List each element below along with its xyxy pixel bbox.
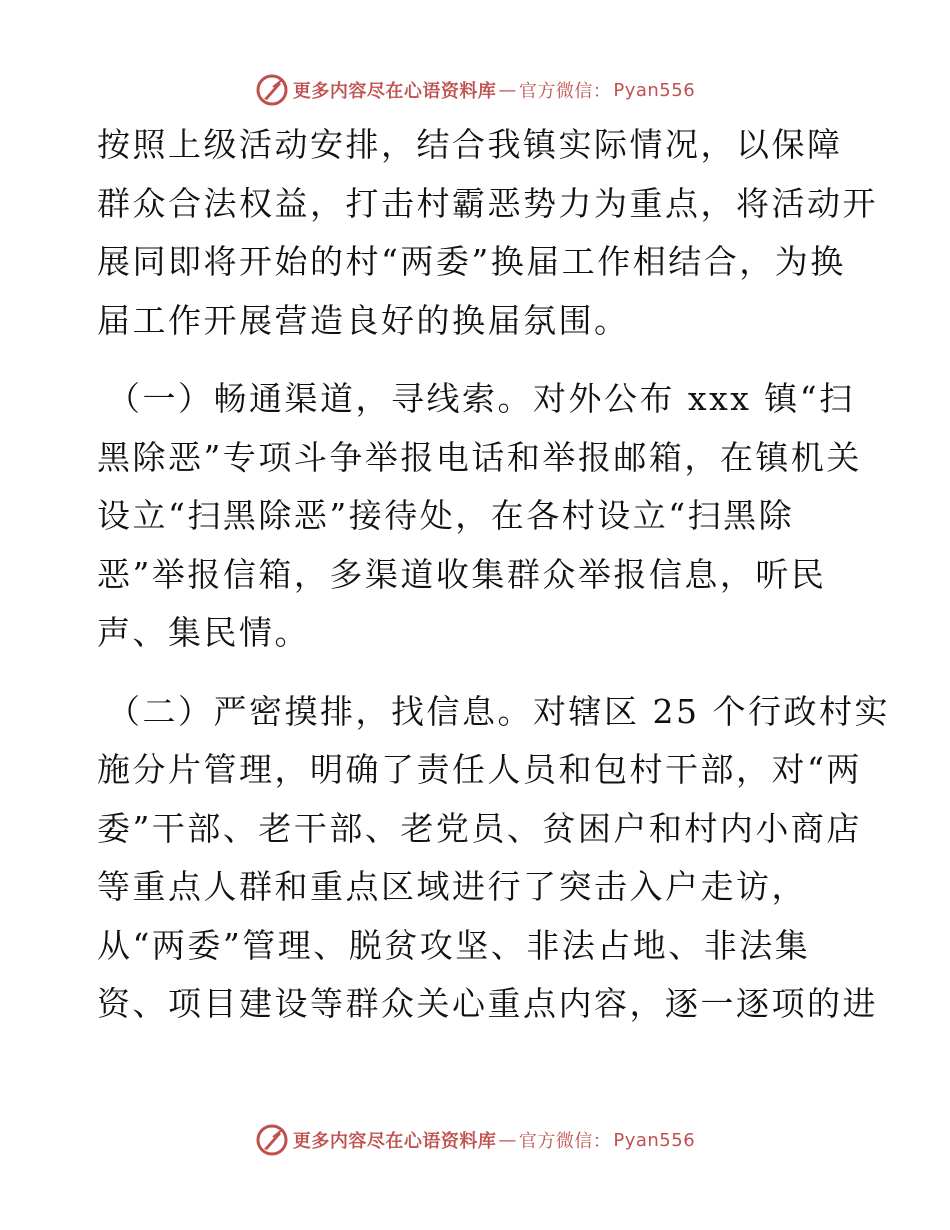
body-line: 恶”举报信箱，多渠道收集群众举报信息，听民 [97,554,827,594]
banner-wechat-id: Pyan556 [613,1129,696,1151]
banner-separator: — [498,1129,517,1151]
feather-pen-logo-icon [255,73,289,107]
body-line: 等重点人群和重点区域进行了突击入户走访， [97,867,807,906]
body-line: 群众合法权益，打击村霸恶势力为重点，将活动开 [97,183,878,223]
document-body [97,116,890,1034]
body-line: 资、项目建设等群众关心重点内容，逐一逐项的进 [97,984,878,1023]
banner-main-text: 更多内容尽在心语资料库 [292,81,497,102]
header-banner [0,72,950,108]
body-line: 从“两委”管理、脱贫攻坚、非法占地、非法集 [97,925,811,965]
section-heading-line: （二）严密摸排，找信息。对辖区 25 个行政村实 [107,691,890,731]
body-line: 委”干部、老干部、老党员、贫困户和村内小商店 [97,808,862,848]
footer-banner [0,1122,950,1158]
body-line: 黑除恶”专项斗争举报电话和举报邮箱，在镇机关 [97,437,862,477]
banner-wechat-label: 官方微信： [518,1131,612,1152]
banner-wechat-label: 官方微信： [518,81,612,102]
body-line: 设立“扫黑除恶”接待处，在各村设立“扫黑除 [97,496,795,535]
body-line: 按照上级活动安排，结合我镇实际情况，以保障 [97,125,843,164]
body-line: 声、集民情。 [97,613,310,652]
banner-main-text: 更多内容尽在心语资料库 [292,1131,497,1152]
body-line: 展同即将开始的村“两委”换届工作相结合，为换 [97,242,846,281]
body-line: 施分片管理，明确了责任人员和包村干部，对“两 [97,750,862,789]
section-heading-line: （一）畅通渠道，寻线索。对外公布 xxx 镇“扫 [107,379,855,418]
feather-pen-logo-icon [255,1123,289,1157]
banner-separator: — [498,79,517,101]
body-line: 届工作开展营造良好的换届氛围。 [97,300,630,340]
banner-wechat-id: Pyan556 [613,79,696,101]
